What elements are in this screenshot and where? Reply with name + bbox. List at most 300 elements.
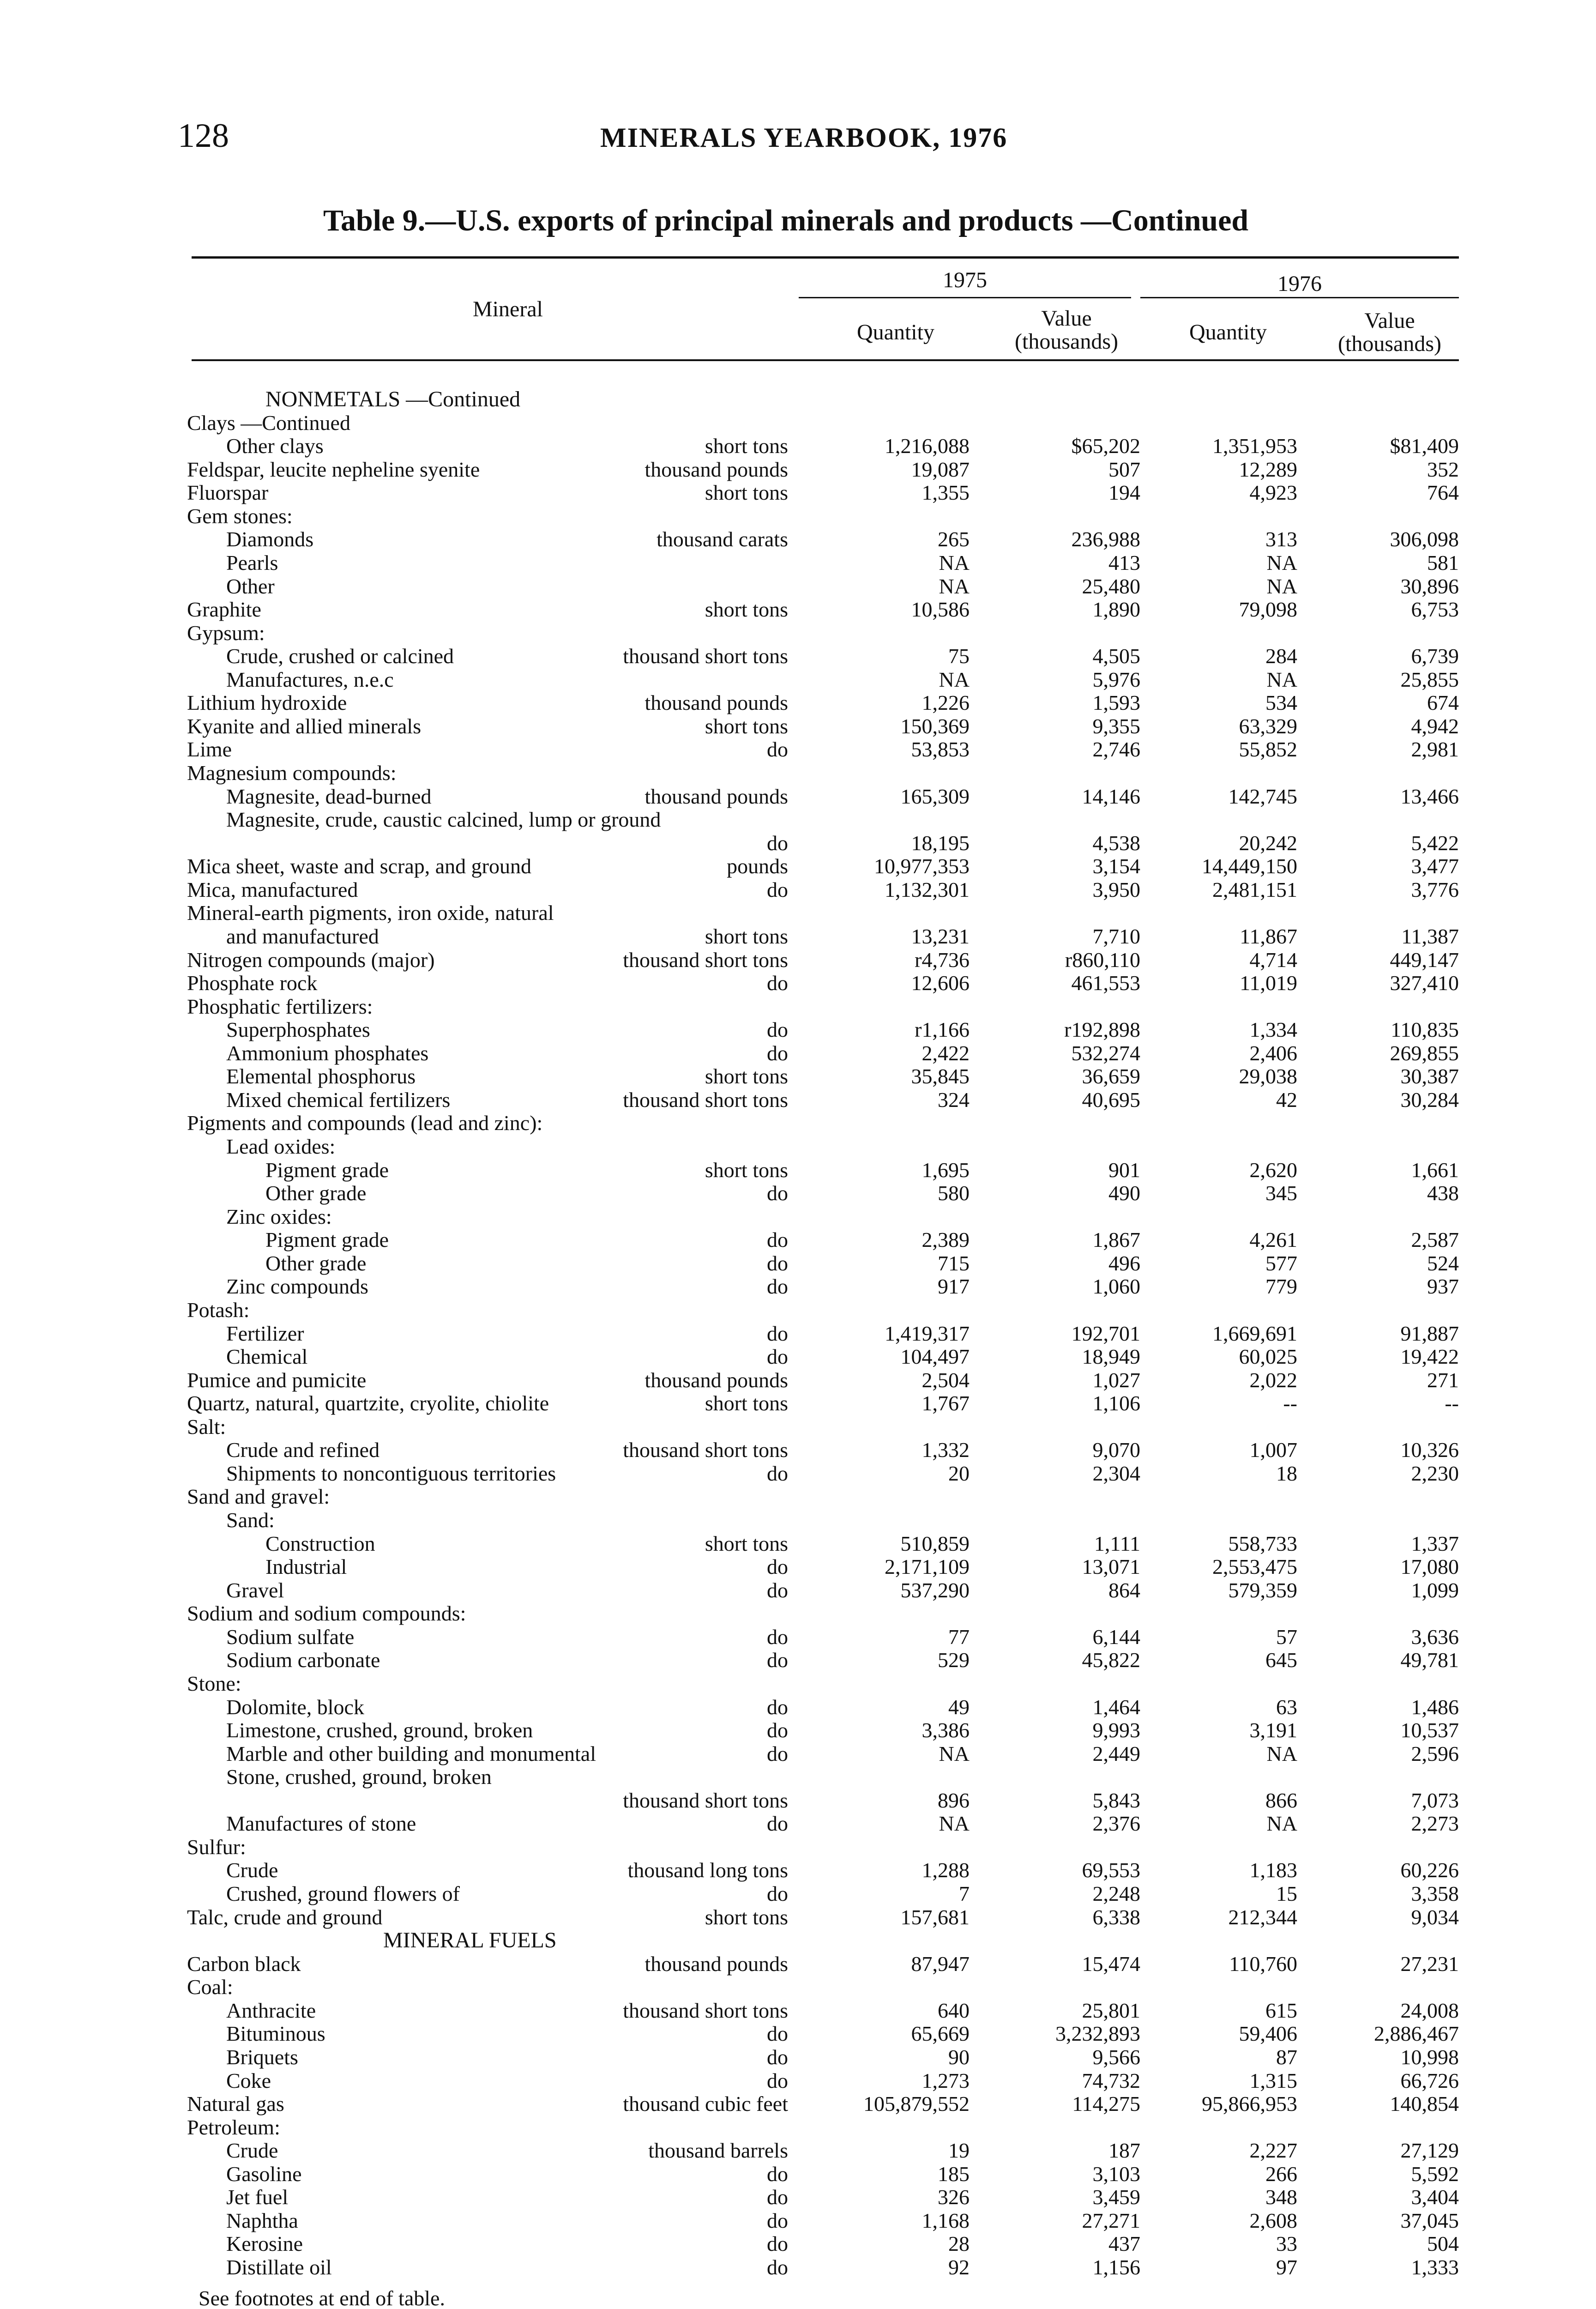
cell-quantity-1976: 63 bbox=[1276, 1695, 1297, 1719]
table-row bbox=[0, 598, 1596, 621]
row-unit: short tons bbox=[705, 434, 788, 458]
cell-value-1976: 2,596 bbox=[1411, 1742, 1459, 1765]
row-label: Pigment grade bbox=[265, 1228, 389, 1251]
table-row bbox=[0, 2046, 1596, 2069]
row-unit: thousand pounds bbox=[644, 1368, 788, 1392]
table-row bbox=[0, 435, 1596, 458]
cell-quantity-1976: 1,183 bbox=[1249, 1858, 1297, 1882]
cell-quantity-1975: 90 bbox=[948, 2045, 970, 2069]
row-label: Sand and gravel: bbox=[187, 1485, 330, 1508]
cell-quantity-1976: 579,359 bbox=[1228, 1578, 1297, 1602]
cell-value-1976: 13,466 bbox=[1400, 785, 1459, 808]
cell-value-1976: 1,099 bbox=[1411, 1578, 1459, 1602]
row-label: Fertilizer bbox=[226, 1322, 304, 1345]
row-label: Kyanite and allied minerals bbox=[187, 714, 422, 738]
cell-value-1976: 27,231 bbox=[1400, 1952, 1459, 1976]
cell-value-1975: 6,338 bbox=[1092, 1905, 1140, 1929]
row-unit: do bbox=[767, 737, 788, 761]
row-unit: thousand long tons bbox=[627, 1858, 788, 1882]
cell-quantity-1975: 1,767 bbox=[921, 1391, 970, 1415]
cell-value-1975: 2,248 bbox=[1092, 1882, 1140, 1905]
cell-value-1976: -- bbox=[1445, 1391, 1459, 1415]
row-label: Dolomite, block bbox=[226, 1695, 364, 1719]
cell-quantity-1975: 104,497 bbox=[900, 1345, 970, 1368]
table-row bbox=[0, 1789, 1596, 1812]
cell-value-1975: 27,271 bbox=[1082, 2209, 1140, 2232]
cell-value-1975: 901 bbox=[1108, 1158, 1140, 1182]
footnote: See footnotes at end of table. bbox=[199, 2286, 445, 2309]
cell-value-1976: 49,781 bbox=[1400, 1648, 1459, 1672]
cell-quantity-1976: 11,867 bbox=[1240, 925, 1297, 948]
table-row bbox=[0, 1228, 1596, 1251]
cell-quantity-1975: 7 bbox=[959, 1882, 970, 1905]
row-label: Manufactures, n.e.c bbox=[226, 668, 394, 691]
row-unit: short tons bbox=[705, 481, 788, 504]
cell-quantity-1976: 59,406 bbox=[1239, 2022, 1297, 2045]
row-unit: do bbox=[767, 1742, 788, 1765]
row-unit: do bbox=[767, 1882, 788, 1905]
cell-value-1975: 532,274 bbox=[1071, 1041, 1140, 1065]
row-label: Potash: bbox=[187, 1298, 250, 1322]
cell-quantity-1975: NA bbox=[939, 574, 970, 598]
cell-value-1975: 7,710 bbox=[1092, 925, 1140, 948]
cell-value-1976: 269,855 bbox=[1390, 1041, 1459, 1065]
table-row bbox=[0, 1322, 1596, 1345]
row-unit: do bbox=[767, 1555, 788, 1578]
cell-value-1975: r192,898 bbox=[1064, 1018, 1140, 1041]
row-unit: do bbox=[767, 1718, 788, 1742]
cell-value-1975: 496 bbox=[1108, 1251, 1140, 1275]
row-unit: do bbox=[767, 2185, 788, 2209]
cell-quantity-1976: 779 bbox=[1265, 1275, 1297, 1298]
cell-quantity-1975: NA bbox=[939, 551, 970, 574]
cell-value-1976: 1,337 bbox=[1411, 1532, 1459, 1555]
table-row bbox=[0, 1906, 1596, 1929]
row-unit: do bbox=[767, 1041, 788, 1065]
row-label: Clays —Continued bbox=[187, 411, 350, 435]
row-unit: short tons bbox=[705, 598, 788, 621]
cell-value-1976: 4,942 bbox=[1411, 714, 1459, 738]
table-row bbox=[0, 1369, 1596, 1392]
cell-value-1975: 3,950 bbox=[1092, 878, 1140, 901]
cell-quantity-1976: 14,449,150 bbox=[1202, 854, 1297, 878]
cell-value-1975: 5,976 bbox=[1092, 668, 1140, 691]
table-row bbox=[0, 1532, 1596, 1555]
row-unit: thousand short tons bbox=[623, 1088, 788, 1112]
row-label: Graphite bbox=[187, 598, 261, 621]
row-unit: do bbox=[767, 2162, 788, 2186]
row-label: Phosphate rock bbox=[187, 971, 318, 995]
cell-value-1976: 3,404 bbox=[1411, 2185, 1459, 2209]
table-row bbox=[0, 1626, 1596, 1649]
row-unit: short tons bbox=[705, 714, 788, 738]
cell-quantity-1975: 87,947 bbox=[911, 1952, 970, 1976]
row-unit: thousand carats bbox=[656, 527, 788, 551]
table-row bbox=[0, 2232, 1596, 2255]
row-label: Feldspar, leucite nepheline syenite bbox=[187, 458, 480, 481]
cell-quantity-1975: 1,695 bbox=[921, 1158, 970, 1182]
cell-value-1976: 271 bbox=[1427, 1368, 1459, 1392]
row-label: Crude and refined bbox=[226, 1438, 380, 1462]
table-row bbox=[0, 995, 1596, 1018]
row-unit: pounds bbox=[727, 854, 788, 878]
table-row bbox=[0, 925, 1596, 948]
table-row bbox=[0, 458, 1596, 481]
cell-value-1976: 581 bbox=[1427, 551, 1459, 574]
cell-value-1975: 2,746 bbox=[1092, 737, 1140, 761]
table-row bbox=[0, 622, 1596, 645]
cell-value-1976: 524 bbox=[1427, 1251, 1459, 1275]
table-row bbox=[0, 1579, 1596, 1602]
row-label: Lithium hydroxide bbox=[187, 691, 347, 714]
row-label: Elemental phosphorus bbox=[226, 1064, 416, 1088]
row-label: Crude, crushed or calcined bbox=[226, 644, 454, 668]
cell-value-1975: 490 bbox=[1108, 1181, 1140, 1205]
cell-quantity-1976: NA bbox=[1266, 668, 1297, 691]
table-row bbox=[0, 762, 1596, 785]
row-label: Other grade bbox=[265, 1181, 367, 1205]
table-row bbox=[0, 1462, 1596, 1485]
cell-value-1975: 864 bbox=[1108, 1578, 1140, 1602]
table-row bbox=[0, 388, 1596, 411]
cell-value-1976: 1,486 bbox=[1411, 1695, 1459, 1719]
cell-quantity-1976: 313 bbox=[1265, 527, 1297, 551]
cell-quantity-1975: 1,132,301 bbox=[885, 878, 970, 901]
table-row bbox=[0, 2022, 1596, 2045]
row-label: Nitrogen compounds (major) bbox=[187, 948, 435, 972]
cell-value-1976: 3,776 bbox=[1411, 878, 1459, 901]
cell-value-1976: 27,129 bbox=[1400, 2139, 1459, 2162]
cell-value-1976: 3,477 bbox=[1411, 854, 1459, 878]
value-label: Value bbox=[1364, 308, 1415, 333]
cell-value-1976: 25,855 bbox=[1400, 668, 1459, 691]
row-unit: do bbox=[767, 2232, 788, 2255]
row-unit: thousand pounds bbox=[644, 1952, 788, 1976]
cell-value-1976: 30,896 bbox=[1400, 574, 1459, 598]
cell-value-1976: 10,326 bbox=[1400, 1438, 1459, 1462]
row-label: Sulfur: bbox=[187, 1835, 246, 1859]
cell-quantity-1975: 1,226 bbox=[921, 691, 970, 714]
cell-value-1975: 194 bbox=[1108, 481, 1140, 504]
cell-value-1976: 1,661 bbox=[1411, 1158, 1459, 1182]
cell-value-1976: $81,409 bbox=[1390, 434, 1459, 458]
cell-value-1976: 91,887 bbox=[1400, 1322, 1459, 1345]
cell-quantity-1975: 2,171,109 bbox=[885, 1555, 970, 1578]
cell-quantity-1976: 18 bbox=[1276, 1462, 1297, 1485]
cell-quantity-1975: 185 bbox=[938, 2162, 970, 2186]
cell-value-1975: 40,695 bbox=[1082, 1088, 1140, 1112]
cell-value-1976: 306,098 bbox=[1390, 527, 1459, 551]
table-row bbox=[0, 972, 1596, 995]
table-row bbox=[0, 1345, 1596, 1368]
cell-quantity-1976: 212,344 bbox=[1228, 1905, 1297, 1929]
table-row bbox=[0, 505, 1596, 528]
row-unit: do bbox=[767, 2069, 788, 2092]
table-row bbox=[0, 1976, 1596, 1999]
table-row bbox=[0, 1485, 1596, 1508]
cell-value-1975: 6,144 bbox=[1092, 1625, 1140, 1649]
cell-quantity-1975: 510,859 bbox=[900, 1532, 970, 1555]
cell-value-1976: 937 bbox=[1427, 1275, 1459, 1298]
table-row bbox=[0, 715, 1596, 738]
cell-value-1975: 461,553 bbox=[1071, 971, 1140, 995]
cell-value-1976: 24,008 bbox=[1400, 1999, 1459, 2022]
cell-value-1975: 114,275 bbox=[1072, 2092, 1140, 2116]
cell-value-1975: 74,732 bbox=[1082, 2069, 1140, 2092]
row-label: Stone, crushed, ground, broken bbox=[226, 1765, 492, 1789]
row-unit: do bbox=[767, 1251, 788, 1275]
cell-value-1975: 1,867 bbox=[1092, 1228, 1140, 1251]
cell-value-1976: 110,835 bbox=[1391, 1018, 1459, 1041]
table-row bbox=[0, 1602, 1596, 1625]
cell-quantity-1976: 348 bbox=[1265, 2185, 1297, 2209]
cell-quantity-1975: 2,504 bbox=[921, 1368, 970, 1392]
table-row bbox=[0, 1205, 1596, 1228]
row-label: Other clays bbox=[226, 434, 324, 458]
cell-quantity-1975: 1,216,088 bbox=[885, 434, 970, 458]
row-unit: short tons bbox=[705, 1532, 788, 1555]
cell-value-1975: 507 bbox=[1108, 458, 1140, 481]
row-label: Gasoline bbox=[226, 2162, 302, 2186]
row-unit: thousand short tons bbox=[623, 948, 788, 972]
cell-quantity-1975: 150,369 bbox=[900, 714, 970, 738]
row-unit: do bbox=[767, 1018, 788, 1041]
cell-quantity-1975: 326 bbox=[938, 2185, 970, 2209]
row-unit: thousand barrels bbox=[648, 2139, 788, 2162]
row-label: Pumice and pumicite bbox=[187, 1368, 367, 1392]
cell-quantity-1976: 615 bbox=[1265, 1999, 1297, 2022]
table-row bbox=[0, 832, 1596, 855]
cell-quantity-1975: 49 bbox=[948, 1695, 970, 1719]
row-label: Coal: bbox=[187, 1975, 233, 1999]
table-row bbox=[0, 901, 1596, 925]
row-label: Other bbox=[226, 574, 275, 598]
cell-value-1975: 1,464 bbox=[1092, 1695, 1140, 1719]
table-row bbox=[0, 2256, 1596, 2279]
table-row bbox=[0, 528, 1596, 551]
cell-value-1975: 15,474 bbox=[1082, 1952, 1140, 1976]
cell-quantity-1975: 1,355 bbox=[921, 481, 970, 504]
table-row bbox=[0, 1439, 1596, 1462]
table-row bbox=[0, 1696, 1596, 1719]
cell-quantity-1976: 534 bbox=[1265, 691, 1297, 714]
table-row bbox=[0, 2209, 1596, 2232]
row-label: MINERAL FUELS bbox=[383, 1928, 557, 1952]
cell-value-1976: 10,998 bbox=[1400, 2045, 1459, 2069]
cell-value-1976: 327,410 bbox=[1390, 971, 1459, 995]
cell-quantity-1975: 20 bbox=[948, 1462, 970, 1485]
cell-quantity-1975: 13,231 bbox=[911, 925, 970, 948]
cell-quantity-1975: 92 bbox=[948, 2255, 970, 2279]
cell-value-1976: 60,226 bbox=[1400, 1858, 1459, 1882]
cell-quantity-1976: 79,098 bbox=[1239, 598, 1297, 621]
row-unit: thousand short tons bbox=[623, 1999, 788, 2022]
table-row bbox=[0, 1929, 1596, 1952]
cell-quantity-1976: -- bbox=[1283, 1391, 1297, 1415]
cell-quantity-1976: 15 bbox=[1276, 1882, 1297, 1905]
cell-quantity-1975: 77 bbox=[948, 1625, 970, 1649]
cell-quantity-1975: 53,853 bbox=[911, 737, 970, 761]
cell-quantity-1976: 97 bbox=[1276, 2255, 1297, 2279]
cell-value-1976: 6,753 bbox=[1411, 598, 1459, 621]
cell-quantity-1975: 640 bbox=[938, 1999, 970, 2022]
row-unit: do bbox=[767, 971, 788, 995]
row-label: Sodium and sodium compounds: bbox=[187, 1602, 466, 1625]
row-label: Phosphatic fertilizers: bbox=[187, 995, 373, 1018]
cell-quantity-1976: 142,745 bbox=[1228, 785, 1297, 808]
cell-value-1975: 1,027 bbox=[1092, 1368, 1140, 1392]
cell-quantity-1975: 1,419,317 bbox=[885, 1322, 970, 1345]
cell-quantity-1976: 2,022 bbox=[1249, 1368, 1297, 1392]
cell-value-1976: 674 bbox=[1427, 691, 1459, 714]
row-unit: do bbox=[767, 831, 788, 855]
cell-value-1976: 1,333 bbox=[1411, 2255, 1459, 2279]
row-label: Crude bbox=[226, 1858, 278, 1882]
cell-quantity-1976: 63,329 bbox=[1239, 714, 1297, 738]
cell-value-1975: 187 bbox=[1108, 2139, 1140, 2162]
cell-value-1975: 45,822 bbox=[1082, 1648, 1140, 1672]
cell-quantity-1975: 1,273 bbox=[921, 2069, 970, 2092]
row-unit: short tons bbox=[705, 1158, 788, 1182]
cell-value-1976: 2,230 bbox=[1411, 1462, 1459, 1485]
cell-value-1975: 1,106 bbox=[1092, 1391, 1140, 1415]
cell-quantity-1975: 35,845 bbox=[911, 1064, 970, 1088]
column-header-mineral: Mineral bbox=[473, 297, 543, 321]
cell-quantity-1975: 19 bbox=[948, 2139, 970, 2162]
cell-quantity-1975: 537,290 bbox=[900, 1578, 970, 1602]
cell-value-1976: 764 bbox=[1427, 481, 1459, 504]
row-unit: do bbox=[767, 2045, 788, 2069]
cell-quantity-1976: 57 bbox=[1276, 1625, 1297, 1649]
row-label: Magnesium compounds: bbox=[187, 761, 397, 785]
row-label: Lime bbox=[187, 737, 232, 761]
table-row bbox=[0, 1112, 1596, 1135]
row-unit: do bbox=[767, 1275, 788, 1298]
cell-quantity-1975: 19,087 bbox=[911, 458, 970, 481]
cell-value-1976: 17,080 bbox=[1400, 1555, 1459, 1578]
table-row bbox=[0, 1859, 1596, 1882]
table-row bbox=[0, 1182, 1596, 1205]
row-unit: do bbox=[767, 1228, 788, 1251]
row-label: Mica sheet, waste and scrap, and ground bbox=[187, 854, 531, 878]
row-label: Crude bbox=[226, 2139, 278, 2162]
cell-value-1975: 3,232,893 bbox=[1055, 2022, 1140, 2045]
cell-quantity-1976: NA bbox=[1266, 551, 1297, 574]
row-unit: do bbox=[767, 2209, 788, 2232]
year-header-1975: 1975 bbox=[943, 268, 987, 292]
cell-quantity-1975: 3,386 bbox=[921, 1718, 970, 1742]
table-row bbox=[0, 2163, 1596, 2186]
table-row bbox=[0, 738, 1596, 761]
row-label: Zinc compounds bbox=[226, 1275, 368, 1298]
cell-quantity-1976: 2,481,151 bbox=[1212, 878, 1297, 901]
cell-value-1976: 352 bbox=[1427, 458, 1459, 481]
row-label: Mineral-earth pigments, iron oxide, natural bbox=[187, 901, 554, 925]
row-label: Pearls bbox=[226, 551, 278, 574]
table-row bbox=[0, 1882, 1596, 1905]
cell-quantity-1976: 645 bbox=[1265, 1648, 1297, 1672]
table-row bbox=[0, 2186, 1596, 2209]
row-unit: do bbox=[767, 1462, 788, 1485]
cell-quantity-1975: 917 bbox=[938, 1275, 970, 1298]
row-unit: do bbox=[767, 1578, 788, 1602]
row-label: Pigment grade bbox=[265, 1158, 389, 1182]
row-label: Ammonium phosphates bbox=[226, 1041, 429, 1065]
row-unit: do bbox=[767, 1812, 788, 1835]
table-row bbox=[0, 668, 1596, 691]
cell-quantity-1975: 1,168 bbox=[921, 2209, 970, 2232]
cell-value-1976: 19,422 bbox=[1400, 1345, 1459, 1368]
row-label: Limestone, crushed, ground, broken bbox=[226, 1718, 533, 1742]
row-unit: thousand short tons bbox=[623, 1789, 788, 1812]
cell-value-1975: 9,993 bbox=[1092, 1718, 1140, 1742]
cell-quantity-1976: 4,261 bbox=[1249, 1228, 1297, 1251]
row-unit: do bbox=[767, 1648, 788, 1672]
value-thousands-label: (thousands) bbox=[1015, 329, 1118, 354]
table-row bbox=[0, 1088, 1596, 1112]
cell-value-1975: 36,659 bbox=[1082, 1064, 1140, 1088]
row-unit: thousand pounds bbox=[644, 785, 788, 808]
cell-value-1975: 1,060 bbox=[1092, 1275, 1140, 1298]
table-row bbox=[0, 1555, 1596, 1578]
table-row bbox=[0, 1065, 1596, 1088]
table-row bbox=[0, 691, 1596, 714]
cell-quantity-1975: 2,422 bbox=[921, 1041, 970, 1065]
table-row bbox=[0, 1742, 1596, 1765]
row-label: Gravel bbox=[226, 1578, 284, 1602]
cell-quantity-1976: 3,191 bbox=[1249, 1718, 1297, 1742]
row-label: Sodium sulfate bbox=[226, 1625, 355, 1649]
table-row bbox=[0, 2092, 1596, 2116]
cell-quantity-1976: 4,714 bbox=[1249, 948, 1297, 972]
cell-value-1975: 3,459 bbox=[1092, 2185, 1140, 2209]
row-label: Shipments to noncontiguous territories bbox=[226, 1462, 556, 1485]
cell-quantity-1976: 11,019 bbox=[1240, 971, 1297, 995]
cell-value-1976: 11,387 bbox=[1401, 925, 1459, 948]
table-row bbox=[0, 1509, 1596, 1532]
page-number: 128 bbox=[178, 117, 229, 155]
cell-quantity-1976: 2,553,475 bbox=[1212, 1555, 1297, 1578]
cell-value-1975: 5,843 bbox=[1092, 1789, 1140, 1812]
table-row bbox=[0, 1765, 1596, 1789]
column-header-quantity-1975: Quantity bbox=[857, 320, 934, 345]
row-label: Petroleum: bbox=[187, 2116, 280, 2139]
row-label: Sodium carbonate bbox=[226, 1648, 380, 1672]
cell-quantity-1976: 12,289 bbox=[1239, 458, 1297, 481]
cell-value-1975: 25,480 bbox=[1082, 574, 1140, 598]
cell-quantity-1976: 284 bbox=[1265, 644, 1297, 668]
table-row bbox=[0, 1018, 1596, 1041]
cell-quantity-1975: 157,681 bbox=[900, 1905, 970, 1929]
row-unit: do bbox=[767, 1625, 788, 1649]
cell-quantity-1976: 55,852 bbox=[1239, 737, 1297, 761]
cell-value-1975: 9,070 bbox=[1092, 1438, 1140, 1462]
row-label: Jet fuel bbox=[226, 2185, 289, 2209]
cell-quantity-1976: 20,242 bbox=[1239, 831, 1297, 855]
table-row bbox=[0, 411, 1596, 435]
cell-quantity-1975: 529 bbox=[938, 1648, 970, 1672]
cell-value-1976: 5,592 bbox=[1411, 2162, 1459, 2186]
row-unit: do bbox=[767, 1695, 788, 1719]
cell-quantity-1975: 2,389 bbox=[921, 1228, 970, 1251]
row-label: Zinc oxides: bbox=[226, 1205, 332, 1228]
value-thousands-label: (thousands) bbox=[1338, 332, 1441, 357]
cell-quantity-1975: NA bbox=[939, 668, 970, 691]
cell-quantity-1976: 1,315 bbox=[1249, 2069, 1297, 2092]
cell-value-1975: 1,111 bbox=[1094, 1532, 1140, 1555]
table-row bbox=[0, 1719, 1596, 1742]
row-unit: short tons bbox=[705, 1905, 788, 1929]
